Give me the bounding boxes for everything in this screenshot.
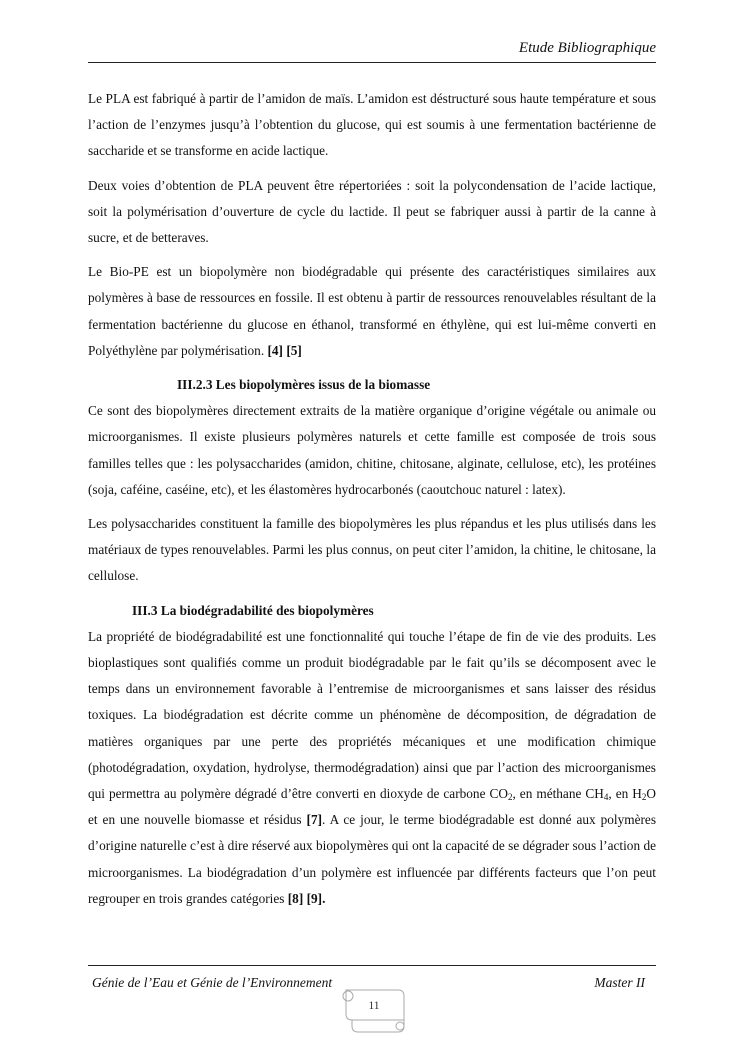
running-header: Etude Bibliographique xyxy=(88,40,656,63)
footer-degree: Master II xyxy=(594,975,645,990)
paragraph-polysaccharides: Les polysaccharides constituent la famille des biopolymères les plus répandus et les plus utilisés dans les matériaux de types renouvelables. Parmi les plus connus, on peut citer l’amidon, la chitine, le chitosane, la cellulose. xyxy=(88,516,656,584)
paragraph-bio-pe-text: Le Bio-PE est un biopolymère non biodégradable qui présente des caractéristiques similaires aux polymères à base de ressources en fossile. Il est obtenu à partir de ressources renouvelables résultant de la fermentation bactérienne du glucose en éthanol, transformé en éthylène, qui est lui-même converti en Polyéthylène par polymérisation. xyxy=(88,264,656,358)
page-number: 11 xyxy=(368,1000,380,1012)
citation-4-5: [4] [5] xyxy=(267,342,302,358)
paragraph-pla-production: Le PLA est fabriqué à partir de l’amidon de maïs. L’amidon est déstructuré sous haute température et sous l’action de l’enzymes jusqu’à l’obtention du glucose, qui est soumis à une fermentation bactérienne de saccharide et se transforme en acide lactique. xyxy=(88,91,656,159)
section-heading-biomass: III.2.3 Les biopolymères issus de la biomasse xyxy=(177,377,431,393)
citation-8-9: [8] [9]. xyxy=(287,890,326,906)
footer-program: Génie de l’Eau et Génie de l’Environnement xyxy=(92,975,333,990)
paragraph-biomass-polymers: Ce sont des biopolymères directement extraits de la matière organique d’origine végétale ou animale ou microorganismes. Il existe plusieurs polymères naturels et cette famille est composée de trois sous familles telles que : les polysaccharides (amidon, chitine, chitosane, alginate, cellulose, etc), les protéines (soja, caféine, caséine, etc), et les élastomères hydrocarbonés (caoutchouc naturel : latex). xyxy=(88,403,656,497)
section-heading-biodegradability: III.3 La biodégradabilité des biopolymères xyxy=(132,602,374,618)
text-segment: . A ce jour, le terme biodégradable est donné aux polymères d’origine naturelle c’est à dire réservé aux biopolymères qui ont la capacité de se dégrader sous l’action de microorganismes. La biodégradation d’un polymère est influencée par différents facteurs que l’on peut regrouper en trois grandes catégories xyxy=(88,812,657,906)
citation-7: [7] xyxy=(306,812,323,828)
paragraph-bio-pe xyxy=(88,259,656,364)
text-segment: O et en une nouvelle biomasse et résidus xyxy=(88,786,656,828)
page-body xyxy=(88,86,656,920)
paragraph-pla-routes: Deux voies d’obtention de PLA peuvent être répertoriées : soit la polycondensation de l’acide lactique, soit la polymérisation d’ouverture de cycle du lactide. Il peut se fabriquer aussi à partir de la canne à sucre, et de betteraves. xyxy=(88,177,656,246)
subscript: 4 xyxy=(603,792,609,803)
paragraph-biodegradability xyxy=(88,624,656,912)
text-segment: , en méthane CH xyxy=(512,786,604,802)
subscript: 2 xyxy=(507,792,513,803)
text-segment: La propriété de biodégradabilité est une fonctionnalité qui touche l’étape de fin de vie des produits. Les bioplastiques sont qualifiés comme un produit biodégradable par le fait qu’ils se décomposent avec le temps dans un environnement favorable à l’entremise de microorganismes et sans laisser des résidus toxiques. La biodégradation est décrite comme un phénomène de décomposition, de dégradation de matières organiques par une perte des propriétés mécaniques et une modification chimique (photodégradation, oxydation, hydrolyse, thermodégradation) ainsi que par l’action des microorganismes qui permettra au polymère dégradé d’être converti en dioxyde de carbone CO xyxy=(88,628,656,802)
footer-rule xyxy=(88,965,656,966)
subscript: 2 xyxy=(641,792,647,803)
text-segment: , en H xyxy=(608,786,642,802)
